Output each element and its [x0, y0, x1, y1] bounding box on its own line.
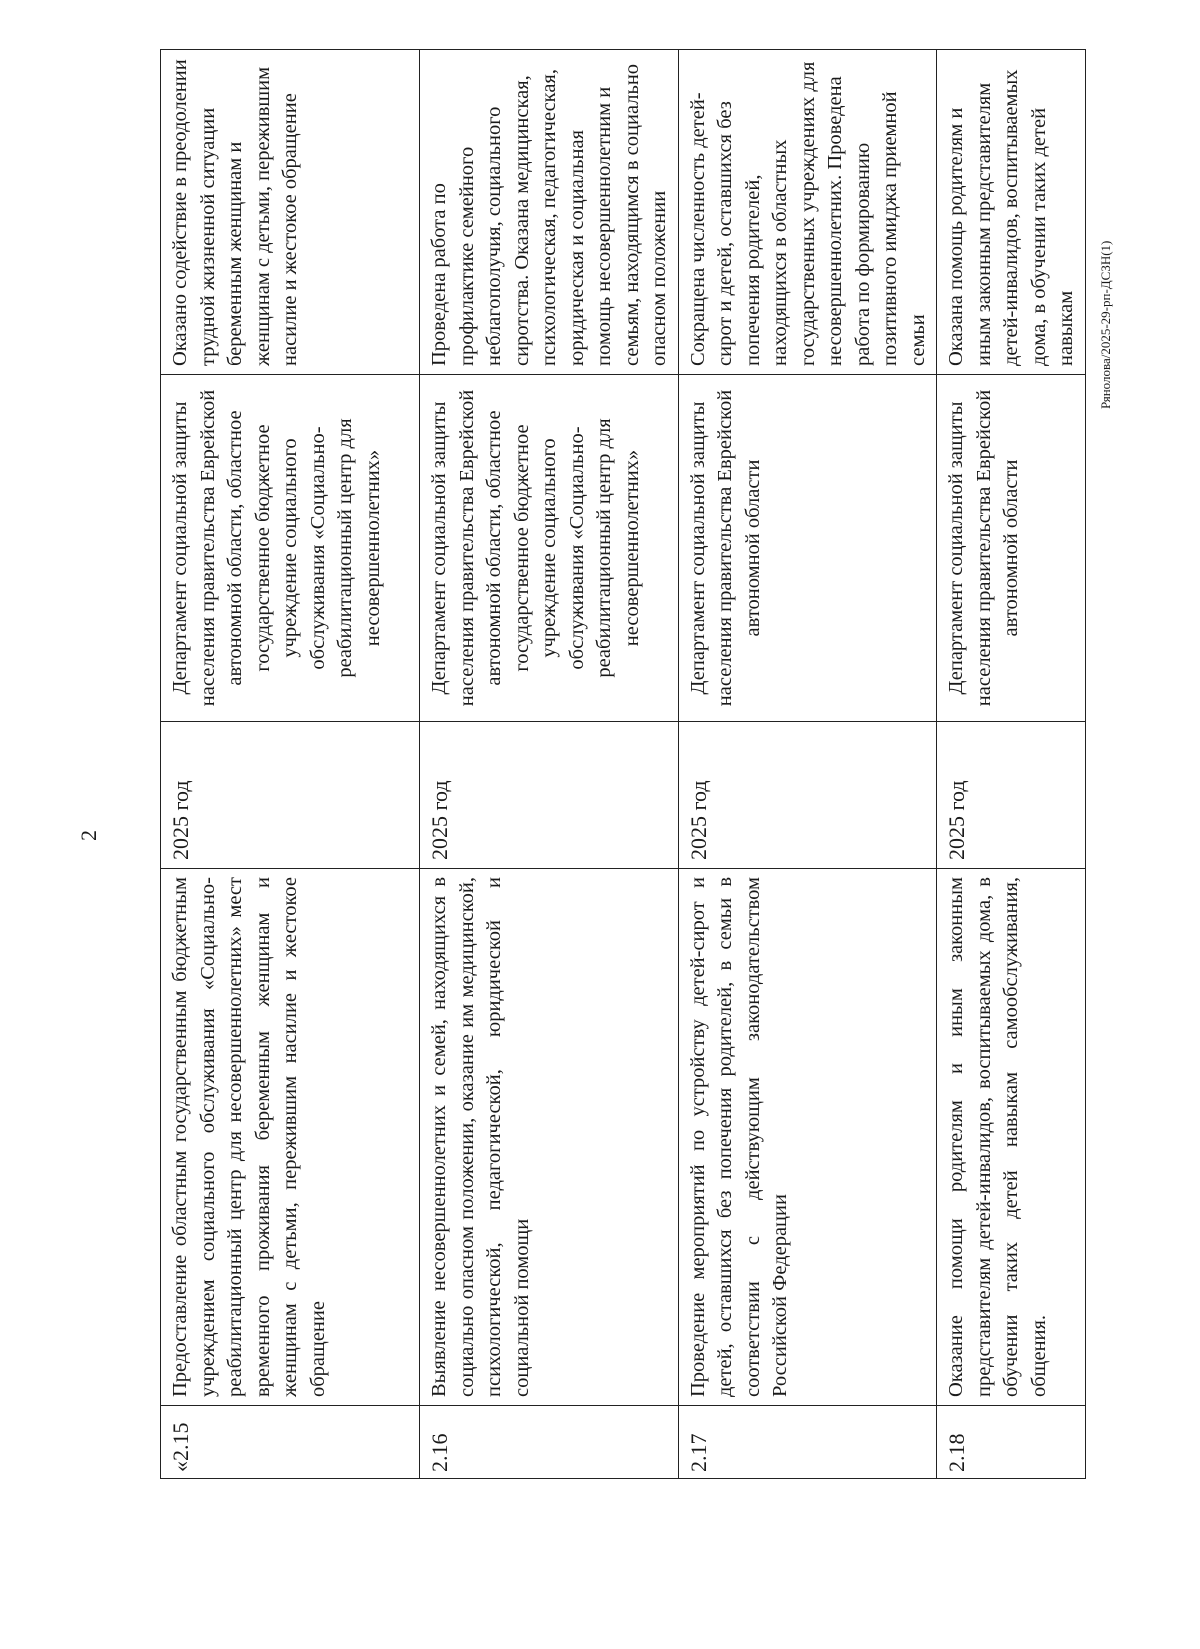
result-cell: Оказано содействие в преодолении трудной жизненной ситуации беременным женщинам и женщинам с детьми, пережившим насилие и жестокое обращение: [161, 50, 420, 375]
event-cell: Оказание помощи родителям и иным законным представителям детей-инвалидов, воспитываемых дома, в обучении таких детей навыкам самообслуживания, общения.: [937, 869, 1086, 1406]
event-cell: Проведение мероприятий по устройству детей-сирот и детей, оставшихся без попечения родителей, в семьи в соответствии с действующим законодательством Российской Федерации: [678, 869, 937, 1406]
event-cell: Предоставление областным государственным бюджетным учреждением социального обслуживания «Социально-реабилитационный центр для несовершеннолетних» мест временного проживания беременным женщинам и женщинам с детьми, пережившим насилие и жестокое обращение: [161, 869, 420, 1406]
row-number: 2.17: [678, 1406, 937, 1479]
term-cell: 2025 год: [678, 722, 937, 869]
executor-cell: Департамент социальной защиты населения правительства Еврейской автономной области: [678, 375, 937, 722]
result-cell: Оказана помощь родителям и иным законным представителям детей-инвалидов, воспитываемых дома, в обучении таких детей навыкам: [937, 50, 1086, 375]
result-cell: Проведена работа по профилактике семейного неблагополучия, социального сиротства. Оказана медицинская, психологическая, педагогическая, юридическая и социальная помощь несовершеннолетним и семьям, находящимся в социально опасном положении: [420, 50, 679, 375]
row-number: 2.18: [937, 1406, 1086, 1479]
result-cell: Сокращена численность детей-сирот и детей, оставшихся без попечения родителей, находящихся в областных государственных учреждениях для несовершеннолетних. Проведена работа по формированию позитивного имиджа приемной семьи: [678, 50, 937, 375]
term-cell: 2025 год: [937, 722, 1086, 869]
table-row: [161, 50, 420, 1479]
page-number: 2: [76, 830, 101, 841]
executor-cell: Департамент социальной защиты населения правительства Еврейской автономной области, областное государственное бюджетное учреждение социального обслуживания «Социально-реабилитационный центр для несовершеннолетних»: [161, 375, 420, 722]
executor-cell: Департамент социальной защиты населения правительства Еврейской автономной области: [937, 375, 1086, 722]
row-number: «2.15: [161, 1406, 420, 1479]
document-code: Рянолова/2025-29-рп-ДСЗН(1): [1098, 240, 1113, 409]
plan-table: [160, 49, 1086, 1479]
term-cell: 2025 год: [161, 722, 420, 869]
table-row: [420, 50, 679, 1479]
term-cell: 2025 год: [420, 722, 679, 869]
executor-cell: Департамент социальной защиты населения правительства Еврейской автономной области, областное государственное бюджетное учреждение социального обслуживания «Социально-реабилитационный центр для несовершеннолетних»: [420, 375, 679, 722]
event-cell: Выявление несовершеннолетних и семей, находящихся в социально опасном положении, оказание им медицинской, психологической, педагогической, юридической и социальной помощи: [420, 869, 679, 1406]
table-row: [937, 50, 1086, 1479]
table-row: [678, 50, 937, 1479]
row-number: 2.16: [420, 1406, 679, 1479]
